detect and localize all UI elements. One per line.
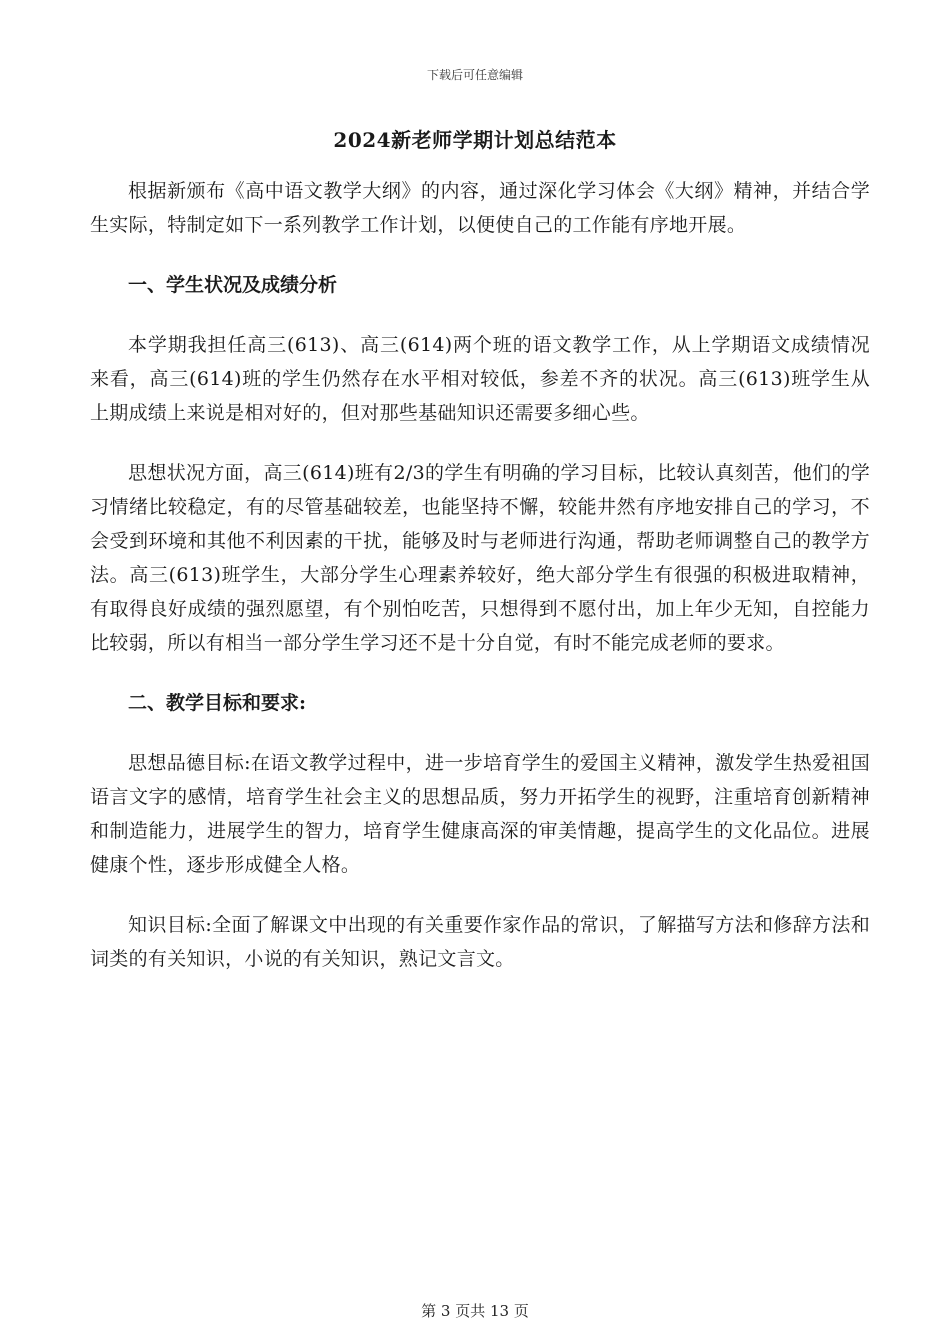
paragraph-moral-goals: 思想品德目标:在语文教学过程中，进一步培育学生的爱国主义精神，激发学生热爱祖国语言文字的感情，培育学生社会主义的思想品质，努力开拓学生的视野，注重培育创新精神和制造能力，进展学生的智力，培育学生健康高深的审美情趣，提高学生的文化品位。进展健康个性，逐步形成健全人格。	[90, 752, 870, 876]
document-title: 2024新老师学期计划总结范本	[333, 128, 617, 152]
header-note: 下载后可任意编辑	[426, 68, 523, 82]
intro-paragraph: 根据新颁布《高中语文教学大纲》的内容，通过深化学习体会《大纲》精神，并结合学生实际，特制定如下一系列教学工作计划，以便使自己的工作能有序地开展。	[90, 180, 870, 236]
section-heading-student-status: 一、学生状况及成绩分析	[128, 274, 338, 296]
section-heading-teaching-goals: 二、教学目标和要求:	[128, 692, 307, 714]
paragraph-knowledge-goals: 知识目标:全面了解课文中出现的有关重要作家作品的常识，了解描写方法和修辞方法和词类的有关知识，小说的有关知识，熟记文言文。	[90, 914, 870, 970]
paragraph-grades-analysis: 本学期我担任高三(613)、高三(614)两个班的语文教学工作，从上学期语文成绩情况来看，高三(614)班的学生仍然存在水平相对较低，参差不齐的状况。高三(613)班学生从上期成绩上来说是相对好的，但对那些基础知识还需要多细心些。	[90, 334, 870, 424]
document-body	[90, 174, 870, 1002]
page-number: 第 3 页共 13 页	[421, 1302, 529, 1320]
paragraph-thought-status: 思想状况方面，高三(614)班有2/3的学生有明确的学习目标，比较认真刻苦，他们的学习情绪比较稳定，有的尽管基础较差，也能坚持不懈，较能井然有序地安排自己的学习，不会受到环境和其他不利因素的干扰，能够及时与老师进行沟通，帮助老师调整自己的教学方法。高三(613)班学生，大部分学生心理素养较好，绝大部分学生有很强的积极进取精神，有取得良好成绩的强烈愿望，有个别怕吃苦，只想得到不愿付出，加上年少无知，自控能力比较弱，所以有相当一部分学生学习还不是十分自觉，有时不能完成老师的要求。	[90, 462, 870, 654]
